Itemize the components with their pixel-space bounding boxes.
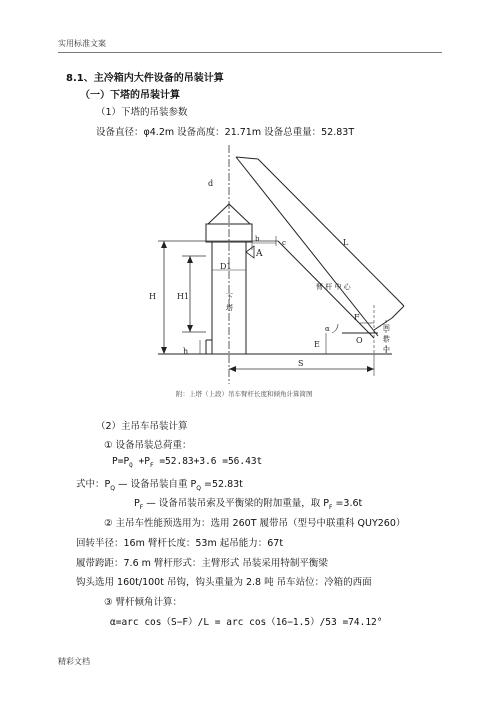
item-1-heading: （1）下塔的吊装参数	[96, 107, 188, 118]
label-zhuan: 转	[383, 335, 390, 343]
crane-params-1: 回转半径：16m 臂杆长度：53m 起吊能力：67t	[76, 538, 284, 549]
formula1-end: =52.83+3.6 =56.43t	[153, 456, 263, 467]
item-2-heading: （2）主吊车吊装计算	[96, 421, 188, 432]
sub-2-crane-selection: ② 主吊车性能预选用为：选用 260T 履带吊（型号中联重科 QUY260）	[104, 518, 406, 529]
formula1-mid: +P	[132, 456, 150, 467]
label-S: S	[298, 359, 304, 368]
boom-line-upper	[236, 157, 378, 336]
page-footer: 精彩文档	[58, 657, 90, 666]
pf-end: =3.6t	[332, 498, 363, 509]
formula1-head: P=P	[112, 456, 130, 467]
label-hui: 回	[383, 324, 390, 332]
label-d: d	[208, 179, 214, 188]
label-D1: D1	[220, 262, 232, 271]
label-E: E	[314, 340, 320, 349]
page-header: 实用标准文案	[58, 39, 106, 48]
label-zhong: 中	[383, 346, 390, 354]
diagram-caption: 附：上塔（上段）吊车臂杆长度和倾角计算简图	[176, 390, 313, 398]
section-subtitle: （一）下塔的吊装计算	[80, 90, 180, 101]
label-alpha: α	[325, 325, 330, 333]
label-H1: H1	[177, 292, 190, 301]
sub-f-2: F	[139, 503, 144, 511]
label-c: c	[282, 239, 286, 247]
label-F: F	[354, 313, 360, 322]
equipment-params: 设备直径：φ4.2m 设备高度：21.71m 设备总重量：52.83T	[96, 127, 355, 138]
sub-f-3: F	[328, 503, 333, 511]
sub-f: F	[149, 461, 154, 469]
where-head: 式中：P	[76, 479, 111, 490]
crane-params-3: 钩头选用 160t/100t 吊钩，钩头重量为 2.8 吨 吊车站位：冷箱的西面	[76, 577, 372, 588]
formula-total-load	[112, 456, 262, 469]
label-b: b	[255, 235, 260, 243]
crane-params-2: 履带跨距：7.6 m 臂杆形式：主臂形式 吊装采用特制平衡梁	[76, 558, 328, 569]
label-L: L	[343, 238, 349, 247]
label-A: A	[256, 249, 263, 259]
where-mid: — 设备吊装自重 P	[114, 479, 197, 490]
pf-mid: — 设备吊装吊索及平衡梁的附加重量，取 P	[143, 498, 329, 509]
sub-q-2: Q	[110, 484, 115, 492]
sub-q-3: Q	[196, 484, 201, 492]
pf-line	[134, 495, 362, 511]
formula-boom-angle: α=arc cos（S−F）/L = arc cos（16−1.5）/53 =74.12°	[110, 617, 383, 628]
label-ta: 下	[226, 293, 233, 301]
label-O: O	[356, 336, 363, 345]
pf-head: P	[134, 498, 140, 509]
sub-3-heading: ③ 臂杆倾角计算：	[104, 597, 183, 608]
where-line	[76, 476, 243, 492]
sub-1-heading: ① 设备吊装总荷重：	[104, 440, 192, 451]
label-boom-center: 臂 杆 中 心	[316, 283, 351, 291]
label-H: H	[149, 292, 156, 301]
section-title: 8.1、主冷箱内大件设备的吊装计算	[66, 73, 224, 84]
where-end: =52.83t	[201, 479, 243, 490]
label-h: h	[183, 347, 189, 356]
label-ta2: 塔	[226, 304, 233, 312]
sub-q: Q	[129, 461, 133, 469]
